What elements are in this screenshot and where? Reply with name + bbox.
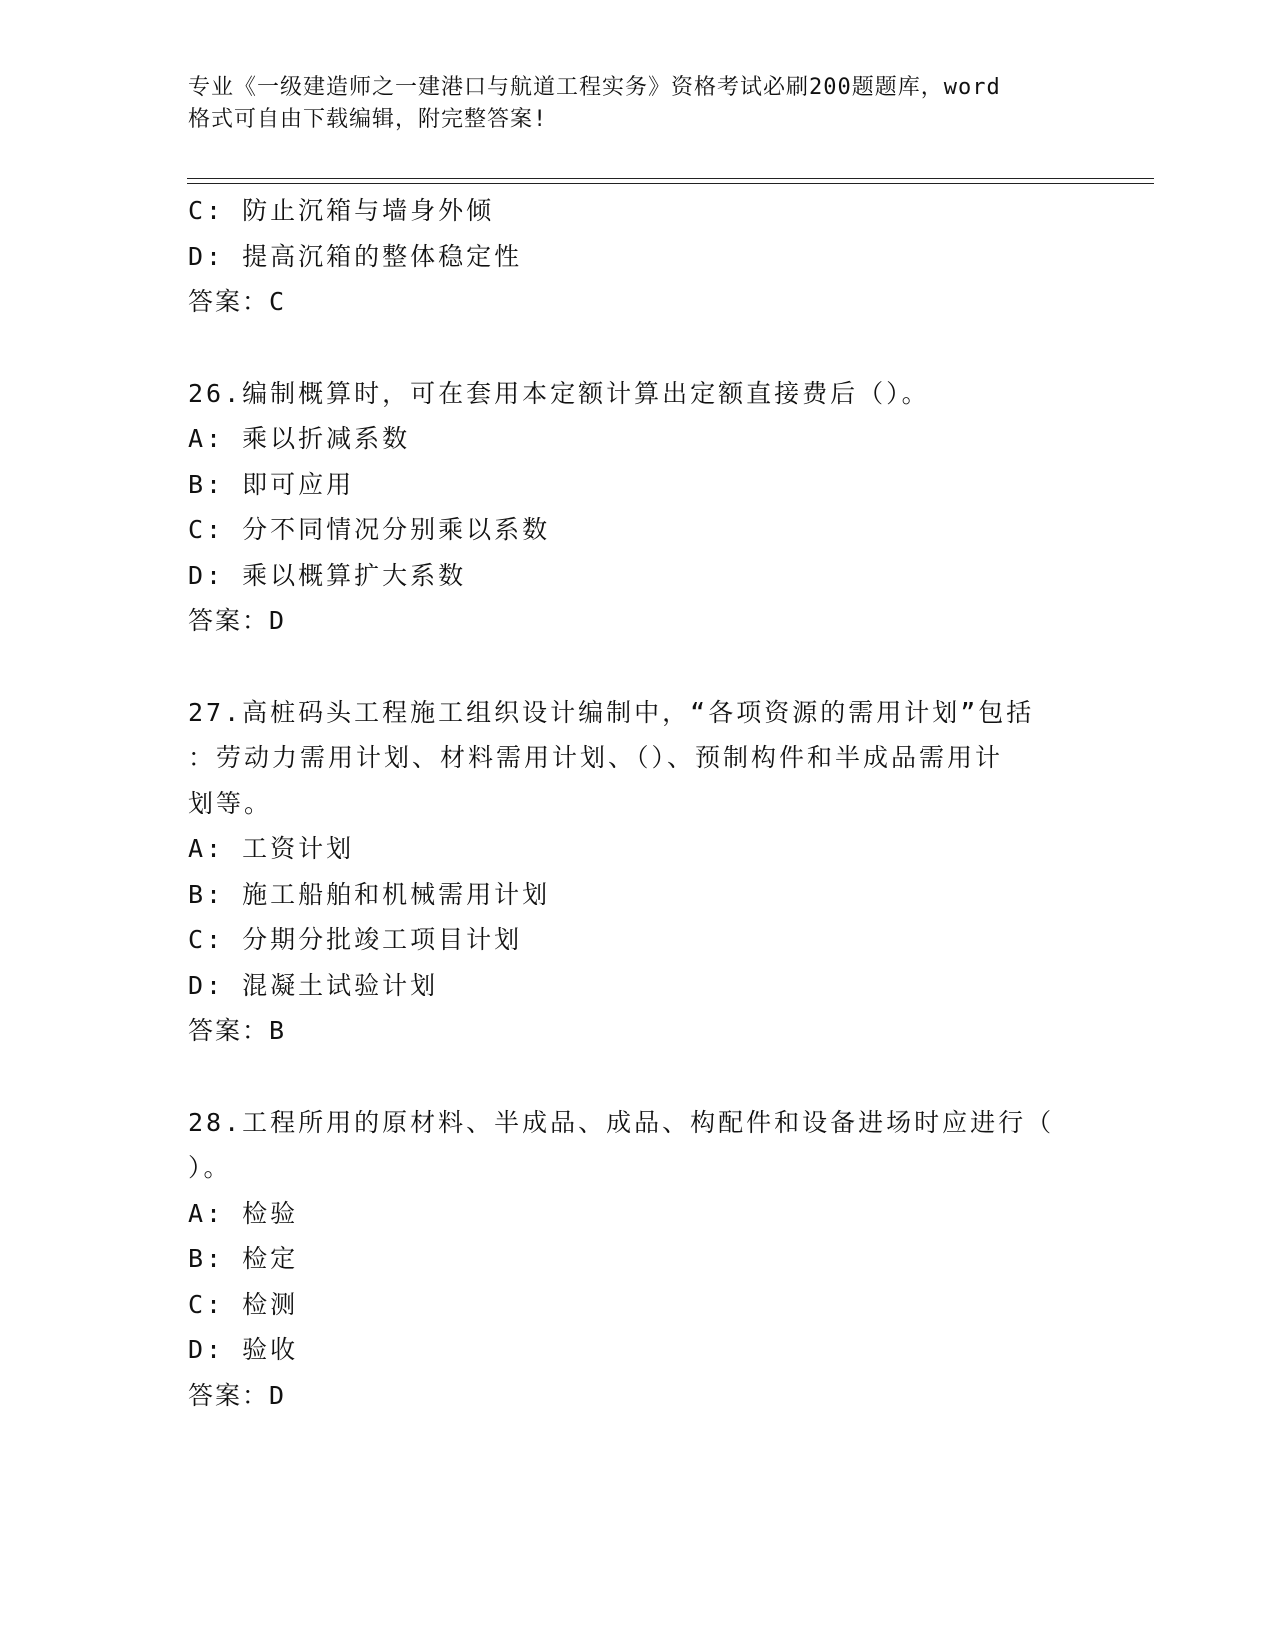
spacer xyxy=(188,644,1088,690)
question-stem-line-1: 27.高桩码头工程施工组织设计编制中，“各项资源的需用计划”包括 xyxy=(188,697,1035,727)
answer-line: 答案：D xyxy=(188,1380,287,1410)
spacer xyxy=(188,325,1088,371)
question-stem-line-2: ：劳动力需用计划、材料需用计划、（）、预制构件和半成品需用计 xyxy=(188,743,1004,772)
option-a: A: 检验 xyxy=(188,1198,299,1228)
question-stem: 26.编制概算时，可在套用本定额计算出定额直接费后（）。 xyxy=(188,378,930,408)
option-a: A: 工资计划 xyxy=(188,834,355,863)
option-d: D: 验收 xyxy=(188,1335,299,1364)
answer-line: 答案：C xyxy=(188,287,287,316)
option-b: B: 检定 xyxy=(188,1244,299,1273)
option-d: D: 提高沉箱的整体稳定性 xyxy=(188,241,523,271)
spacer xyxy=(188,1054,1088,1100)
header-divider-top xyxy=(187,178,1154,179)
carryover-block xyxy=(188,188,1088,325)
option-c: C: 防止沉箱与墙身外倾 xyxy=(188,196,495,225)
option-b: B: 施工船舶和机械需用计划 xyxy=(188,879,551,909)
header-title-line-2: 格式可自由下载编辑，附完整答案! xyxy=(188,107,548,132)
option-b: B: 即可应用 xyxy=(188,469,355,499)
header-title-line-1: 专业《一级建造师之一建港口与航道工程实务》资格考试必刷200题题库，word xyxy=(188,75,1001,100)
question-26 xyxy=(188,371,1088,644)
question-stem-line-2: ）。 xyxy=(188,1153,232,1182)
question-28 xyxy=(188,1100,1088,1419)
document-header xyxy=(188,72,1068,136)
question-27 xyxy=(188,690,1088,1054)
question-list xyxy=(188,188,1088,1418)
option-c: C: 检测 xyxy=(188,1289,299,1319)
option-d: D: 乘以概算扩大系数 xyxy=(188,560,467,590)
question-stem-line-1: 28.工程所用的原材料、半成品、成品、构配件和设备进场时应进行（ xyxy=(188,1107,1055,1137)
option-c: C: 分不同情况分别乘以系数 xyxy=(188,515,551,544)
answer-line: 答案：D xyxy=(188,606,287,635)
option-c: C: 分期分批竣工项目计划 xyxy=(188,925,523,954)
option-d: D: 混凝土试验计划 xyxy=(188,970,439,1000)
answer-line: 答案：B xyxy=(188,1016,287,1045)
question-stem-line-3: 划等。 xyxy=(188,788,273,818)
header-divider-bottom xyxy=(187,183,1154,184)
option-a: A: 乘以折减系数 xyxy=(188,424,411,453)
